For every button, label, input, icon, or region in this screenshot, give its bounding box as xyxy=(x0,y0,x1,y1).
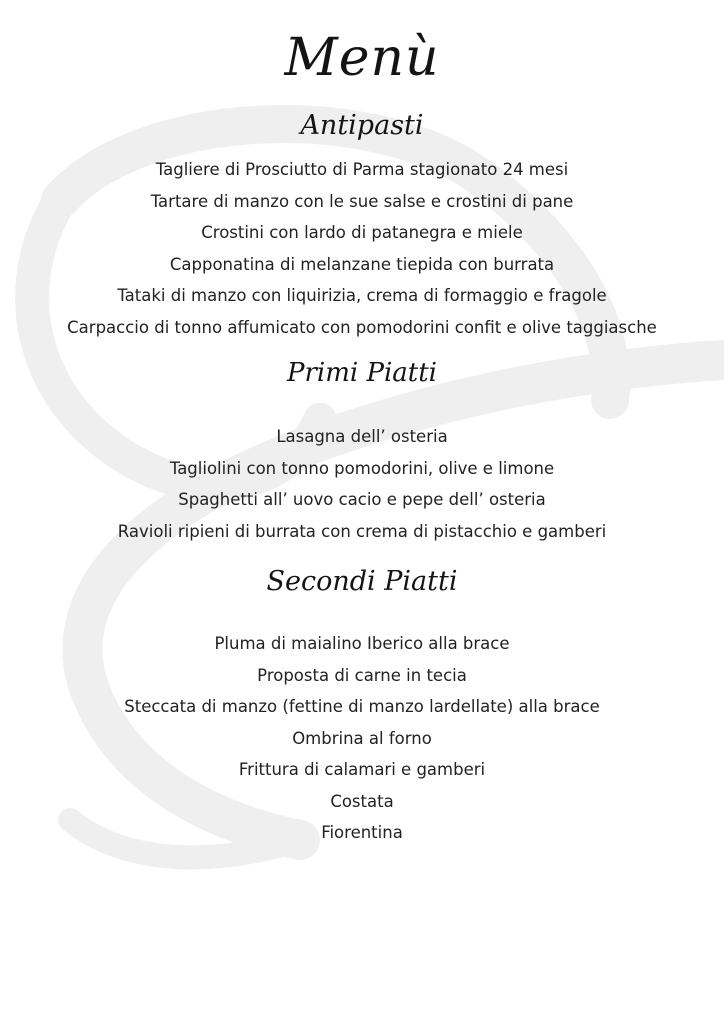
menu-item: Tataki di manzo con liquirizia, crema di formaggio e fragole xyxy=(117,286,607,305)
menu-item: Steccata di manzo (fettine di manzo lardellate) alla brace xyxy=(124,697,600,716)
menu-item: Costata xyxy=(330,791,394,811)
menu-item: Ravioli ripieni di burrata con crema di pistacchio e gamberi xyxy=(117,521,607,541)
secondi-piatti-list xyxy=(0,628,724,849)
menu-item: Tagliolini con tonno pomodorini, olive e limone xyxy=(169,458,555,478)
section-heading-secondi-piatti: Secondi Piatti xyxy=(266,566,458,597)
section-heading-primi-piatti: Primi Piatti xyxy=(287,358,437,388)
menu-item: Frittura di calamari e gamberi xyxy=(238,760,486,779)
menu-item: Fiorentina xyxy=(321,823,403,842)
menu-item: Tartare di manzo con le sue salse e crostini di pane xyxy=(150,191,574,211)
menu-item: Tagliere di Prosciutto di Parma stagionato 24 mesi xyxy=(155,160,569,179)
menu-item: Proposta di carne in tecia xyxy=(257,665,467,685)
menu-item: Ombrina al forno xyxy=(292,728,432,748)
menu-title: Menù xyxy=(284,28,440,88)
menu-item: Lasagna dell’ osteria xyxy=(276,427,448,446)
antipasti-list xyxy=(0,154,724,343)
menu-item: Carpaccio di tonno affumicato con pomodorini confit e olive taggiasche xyxy=(67,317,657,337)
menu-item: Pluma di maialino Iberico alla brace xyxy=(214,634,510,653)
primi-piatti-list xyxy=(0,421,724,547)
menu-item: Capponatina di melanzane tiepida con burrata xyxy=(169,254,555,274)
section-heading-antipasti: Antipasti xyxy=(300,110,424,141)
menu-item: Spaghetti all’ uovo cacio e pepe dell’ osteria xyxy=(178,490,546,509)
menu-item: Crostini con lardo di patanegra e miele xyxy=(201,223,523,242)
